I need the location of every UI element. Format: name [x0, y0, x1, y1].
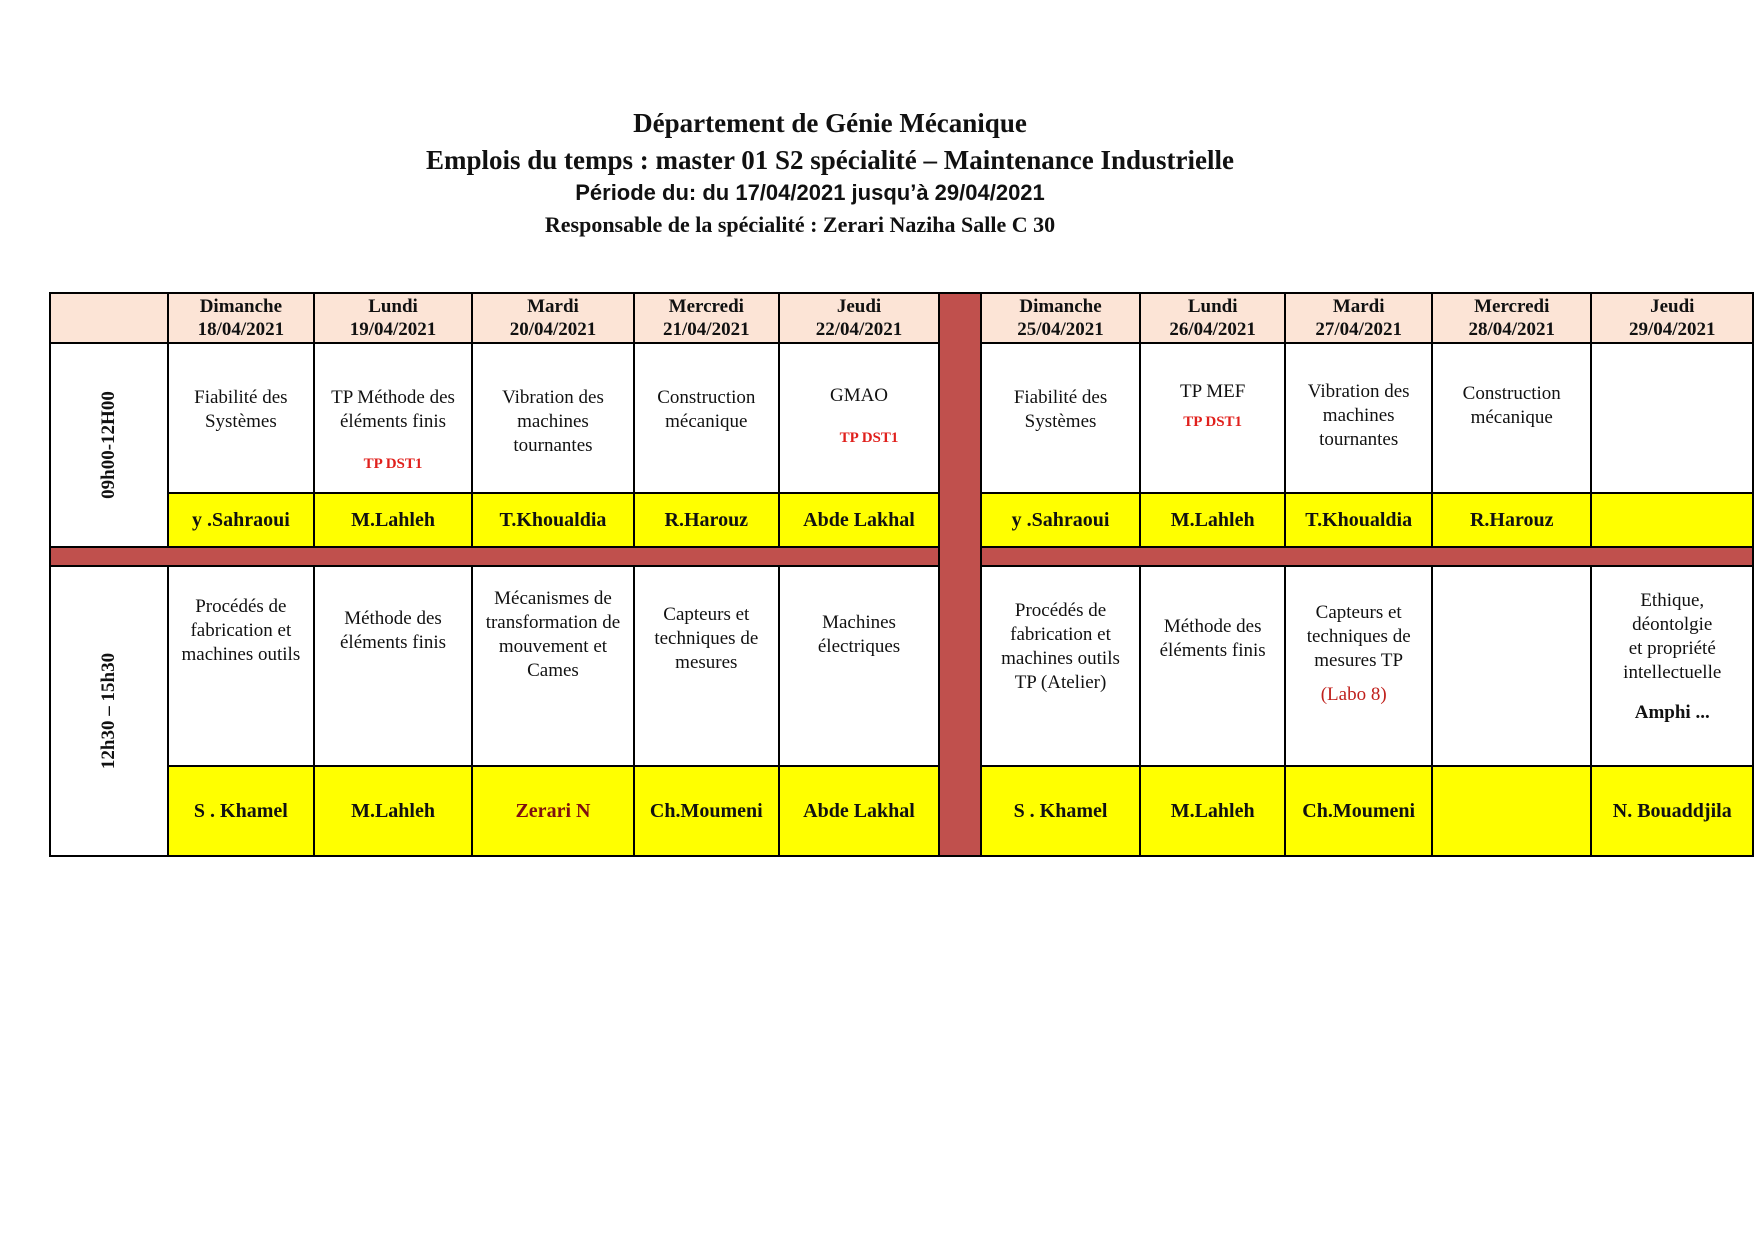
subject-cell [168, 566, 313, 766]
teacher-cell [1432, 766, 1592, 856]
time-slot-afternoon [50, 566, 168, 856]
teacher-cell: Abde Lakhal [779, 493, 939, 547]
subject-cell [168, 343, 313, 493]
day-header-row [50, 293, 1753, 343]
subject-text: Ethique, déontolgie et propriété intellectuelle [1623, 590, 1722, 683]
morning-subject-row [50, 343, 1753, 493]
timetable [49, 292, 1754, 857]
day-date: 21/04/2021 [663, 319, 750, 340]
subject-cell [1140, 343, 1285, 493]
subject-cell [1285, 343, 1432, 493]
subject-cell [472, 566, 633, 766]
day-header [472, 293, 633, 343]
subject-cell [1591, 566, 1753, 766]
day-header [314, 293, 473, 343]
day-date: 19/04/2021 [349, 319, 437, 340]
schedule-subtitle: Emplois du temps : master 01 S2 spécialité – Maintenance Industrielle [426, 145, 1234, 175]
subject-text: Méthode des éléments finis [339, 608, 447, 653]
day-date: 18/04/2021 [197, 319, 285, 340]
teacher-cell: M.Lahleh [1140, 493, 1285, 547]
subject-text: Fiabilité des Systèmes [1013, 387, 1108, 432]
day-header [1140, 293, 1285, 343]
day-name: Mercredi [668, 296, 744, 317]
subject-text: Procédés de fabrication et machines outils [181, 596, 301, 665]
day-date: 26/04/2021 [1169, 319, 1256, 340]
subject-cell [1285, 566, 1432, 766]
slot-separator-row [50, 547, 1753, 566]
day-header [981, 293, 1140, 343]
subject-text: Capteurs et techniques de mesures [654, 604, 759, 673]
teacher-cell: M.Lahleh [1140, 766, 1285, 856]
department-title: Département de Génie Mécanique [633, 108, 1027, 138]
day-name: Dimanche [199, 296, 283, 317]
day-name: Jeudi [1650, 296, 1695, 317]
period-line: Période du: du 17/04/2021 jusqu’à 29/04/2021 [575, 180, 1045, 205]
edge-rule [1719, 566, 1754, 567]
day-name: Jeudi [836, 296, 882, 317]
subject-cell [1432, 566, 1592, 766]
day-header [1285, 293, 1432, 343]
time-label: 09h00-12H00 [98, 391, 120, 499]
day-header [779, 293, 939, 343]
day-date: 29/04/2021 [1628, 319, 1716, 340]
day-name: Mardi [1332, 296, 1385, 317]
teacher-cell: y .Sahraoui [981, 493, 1140, 547]
afternoon-subject-row [50, 566, 1753, 766]
day-name: Mardi [527, 296, 579, 317]
day-header [168, 293, 313, 343]
teacher-cell: y .Sahraoui [168, 493, 313, 547]
teacher-cell: Abde Lakhal [779, 766, 939, 856]
subject-text: Capteurs et techniques de mesures TP [1306, 602, 1411, 671]
subject-text: Vibration des machines tournantes [1307, 381, 1410, 450]
subject-note: TP DST1 [363, 456, 423, 472]
teacher-cell: T.Khoualdia [472, 493, 633, 547]
subject-text: TP MEF [1180, 381, 1246, 402]
teacher-cell: Ch.Moumeni [1285, 766, 1432, 856]
teacher-cell: S . Khamel [981, 766, 1140, 856]
subject-note: (Labo 8) [1320, 684, 1387, 705]
day-header [634, 293, 780, 343]
subject-text: Procédés de fabrication et machines outils TP (Atelier) [1001, 600, 1120, 693]
subject-text: Machines électriques [817, 612, 901, 657]
subject-cell [779, 566, 939, 766]
subject-text: Méthode des éléments finis [1159, 616, 1266, 661]
morning-teacher-row [50, 493, 1753, 547]
subject-cell [314, 566, 473, 766]
day-date: 20/04/2021 [509, 319, 597, 340]
teacher-cell: T.Khoualdia [1285, 493, 1432, 547]
subject-cell [634, 566, 780, 766]
day-date: 28/04/2021 [1468, 319, 1555, 340]
subject-note: Amphi ... [1634, 702, 1710, 723]
day-name: Mercredi [1474, 296, 1550, 317]
subject-cell [981, 343, 1140, 493]
time-label: 12h30 – 15h30 [98, 652, 120, 770]
day-name: Dimanche [1019, 296, 1102, 317]
day-name: Lundi [368, 296, 418, 317]
subject-cell [634, 343, 780, 493]
teacher-cell: R.Harouz [634, 493, 780, 547]
subject-text: GMAO [829, 385, 889, 406]
teacher-cell: S . Khamel [168, 766, 313, 856]
teacher-cell [1591, 493, 1753, 547]
subject-text: TP Méthode des éléments finis [331, 387, 455, 432]
day-date: 27/04/2021 [1315, 319, 1402, 340]
subject-cell [981, 566, 1140, 766]
subject-text: Construction mécanique [1462, 383, 1561, 428]
subject-cell [1140, 566, 1285, 766]
afternoon-teacher-row [50, 766, 1753, 856]
teacher-cell: R.Harouz [1432, 493, 1592, 547]
day-name: Lundi [1187, 296, 1238, 317]
responsible-line: Responsable de la spécialité : Zerari Naziha Salle C 30 [544, 212, 1056, 237]
subject-note: TP DST1 [839, 430, 899, 446]
subject-cell [779, 343, 939, 493]
subject-text: Fiabilité des Systèmes [194, 387, 288, 432]
subject-text: Construction mécanique [657, 387, 756, 432]
time-slot-morning [50, 343, 168, 547]
document-header [0, 108, 1660, 238]
slot-separator [981, 547, 1753, 566]
teacher-cell: M.Lahleh [314, 766, 473, 856]
subject-cell [314, 343, 473, 493]
teacher-cell: M.Lahleh [314, 493, 473, 547]
day-date: 22/04/2021 [815, 319, 903, 340]
subject-text: Vibration des machines tournantes [502, 387, 604, 456]
subject-cell [1591, 343, 1753, 493]
teacher-cell: N. Bouaddjila [1591, 766, 1753, 856]
week-separator [939, 293, 981, 856]
teacher-cell: Zerari N [472, 766, 633, 856]
day-header [1432, 293, 1592, 343]
day-date: 25/04/2021 [1017, 319, 1104, 340]
subject-cell [1432, 343, 1592, 493]
day-header [1591, 293, 1753, 343]
subject-cell [472, 343, 633, 493]
slot-separator [50, 547, 939, 566]
subject-text: Mécanismes de transformation de mouvement et Cames [485, 588, 621, 681]
subject-note: TP DST1 [1183, 414, 1243, 430]
teacher-cell: Ch.Moumeni [634, 766, 780, 856]
corner-cell [50, 293, 168, 343]
